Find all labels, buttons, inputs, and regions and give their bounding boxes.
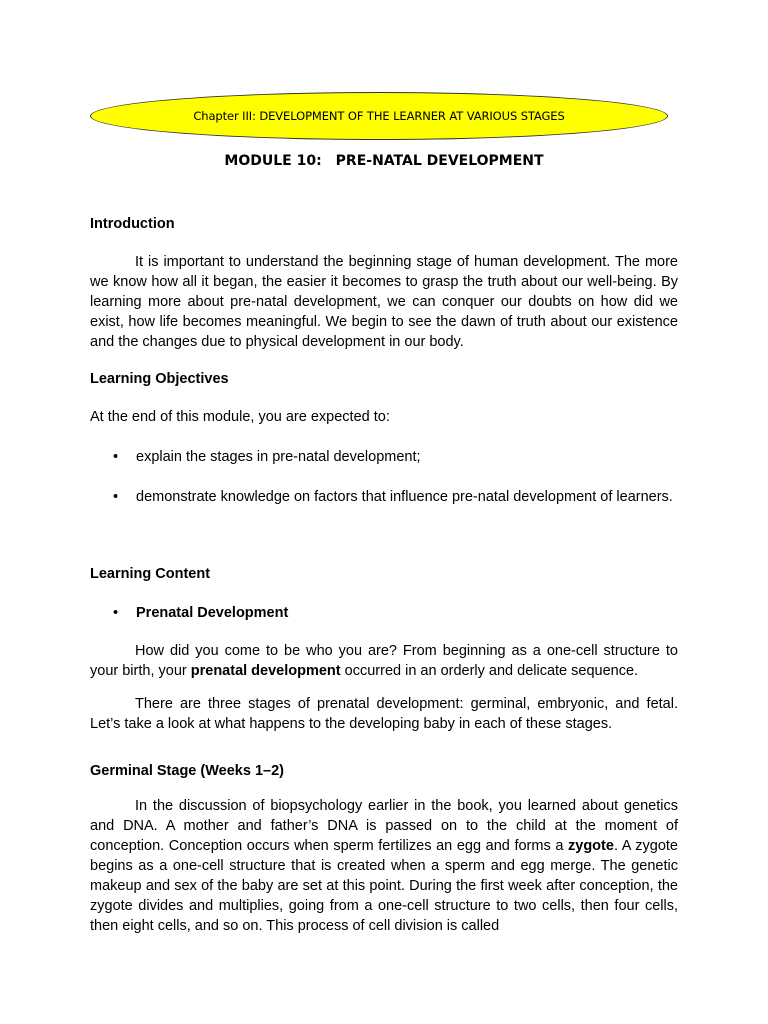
prenatal-development-heading: Prenatal Development [136, 605, 289, 621]
bullet-icon: • [113, 449, 119, 465]
introduction-paragraph: It is important to understand the beginning stage of human development. The more we know how all it began, the easier it becomes to grasp the truth about our well-being. By learning more about pre-natal development, we can conquer our doubts on how did we exist, how life becomes meaningful. We begin to see the dawn of truth about our existence and the changes due to physical development in our body. [90, 254, 678, 350]
objectives-heading: Learning Objectives [90, 371, 229, 387]
objective-text: explain the stages in pre-natal development; [136, 449, 421, 465]
p1-text: How did you come to be who you are? From beginning as a one-cell structure to your birth, your [90, 643, 678, 679]
chapter-banner [90, 92, 668, 140]
introduction-heading: Introduction [90, 216, 175, 232]
bullet-icon: • [113, 489, 119, 505]
content-bullet [113, 603, 673, 623]
p1-text-end: occurred in an orderly and delicate sequence. [340, 663, 639, 679]
germinal-text-end: . A zygote begins as a one-cell structure that is created when a sperm and egg merge. The genetic makeup and sex of the baby are set at this point. During the first week after conception, the zygote divides and multiplies, going from a one-cell structure to two cells, then four cells, then eight cells, and so on. This process of cell division is called [90, 838, 678, 934]
content-heading: Learning Content [90, 566, 211, 582]
objective-text: demonstrate knowledge on factors that influence pre-natal development of learners. [136, 489, 673, 505]
module-title [0, 153, 768, 169]
germinal-text: In the discussion of biopsychology earlier in the book, you learned about genetics and DNA. A mother and father’s DNA is passed on to the child at the moment of conception. Conception occurs when sperm fertilizes an egg and forms a [90, 798, 678, 854]
module-number: MODULE 10: [224, 153, 322, 169]
objectives-lead: At the end of this module, you are expected to: [90, 409, 390, 425]
module-name: PRE-NATAL DEVELOPMENT [335, 153, 544, 169]
chapter-banner-text: Chapter III: DEVELOPMENT OF THE LEARNER AT VARIOUS STAGES [193, 109, 565, 123]
p1-bold-term: prenatal development [190, 663, 341, 679]
objective-item [113, 447, 673, 467]
germinal-heading: Germinal Stage (Weeks 1–2) [90, 763, 284, 779]
zygote-term: zygote [568, 838, 614, 854]
content-paragraph-1 [90, 641, 678, 681]
germinal-paragraph [90, 796, 678, 936]
objective-item [113, 487, 673, 507]
content-paragraph-2: There are three stages of prenatal development: germinal, embryonic, and fetal. Let’s take a look at what happens to the developing baby in each of these stages. [90, 696, 678, 732]
bullet-icon: • [113, 605, 119, 621]
